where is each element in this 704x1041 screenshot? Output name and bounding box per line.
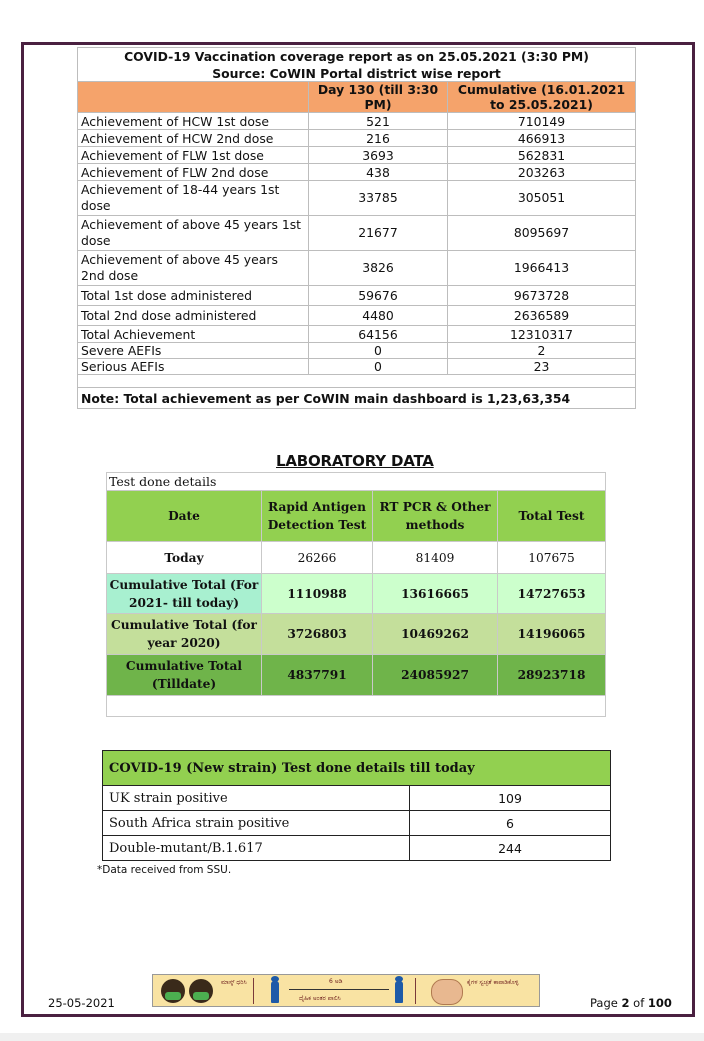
table-row — [78, 286, 636, 306]
page-prefix: Page — [590, 996, 618, 1010]
page-of: of — [633, 996, 645, 1010]
row-label: Total Achievement — [78, 326, 309, 343]
lab-caption: Test done details — [107, 473, 606, 491]
row-day: 33785 — [309, 181, 448, 216]
lab-header-total: Total Test — [498, 491, 606, 542]
row-rat: 1110988 — [262, 574, 373, 614]
lab-header-rtpcr: RT PCR & Other methods — [373, 491, 498, 542]
row-day: 21677 — [309, 216, 448, 251]
masked-face-icon — [161, 979, 185, 1003]
blank-row — [78, 375, 636, 388]
table-row — [107, 574, 606, 614]
table-row — [78, 113, 636, 130]
row-cum: 23 — [448, 359, 636, 375]
covid-appropriate-behaviour-banner — [152, 974, 540, 1007]
row-day: 0 — [309, 359, 448, 375]
lab-header-date: Date — [107, 491, 262, 542]
row-rat: 4837791 — [262, 655, 373, 696]
footer-date: 25-05-2021 — [48, 996, 115, 1010]
row-label: Cumulative Total (Tilldate) — [107, 655, 262, 696]
row-label: Achievement of HCW 1st dose — [78, 113, 309, 130]
vax-header-blank — [78, 82, 309, 113]
row-cum: 9673728 — [448, 286, 636, 306]
row-cum: 8095697 — [448, 216, 636, 251]
row-label: Serious AEFIs — [78, 359, 309, 375]
table-row — [78, 181, 636, 216]
row-cum: 710149 — [448, 113, 636, 130]
banner-divider — [415, 978, 416, 1004]
page-total: 100 — [647, 996, 672, 1010]
table-row — [78, 164, 636, 181]
row-value: 244 — [410, 836, 611, 861]
row-value: 6 — [410, 811, 611, 836]
row-rat: 26266 — [262, 542, 373, 574]
row-label: Double-mutant/B.1.617 — [103, 836, 410, 861]
vaccination-table — [77, 47, 636, 409]
blank-row — [107, 696, 606, 717]
row-label: Achievement of above 45 years 2nd dose — [78, 251, 309, 286]
strain-title: COVID-19 (New strain) Test done details till today — [103, 751, 611, 786]
row-cum: 562831 — [448, 147, 636, 164]
row-label: Achievement of 18-44 years 1st dose — [78, 181, 309, 216]
row-total: 14196065 — [498, 614, 606, 655]
row-total: 28923718 — [498, 655, 606, 696]
table-row — [107, 655, 606, 696]
row-rtpcr: 24085927 — [373, 655, 498, 696]
row-label: Achievement of FLW 1st dose — [78, 147, 309, 164]
table-row — [78, 343, 636, 359]
row-label: Achievement of above 45 years 1st dose — [78, 216, 309, 251]
row-rtpcr: 13616665 — [373, 574, 498, 614]
table-row — [78, 326, 636, 343]
row-label: Achievement of HCW 2nd dose — [78, 130, 309, 147]
table-row — [103, 811, 611, 836]
row-label: Severe AEFIs — [78, 343, 309, 359]
row-day: 521 — [309, 113, 448, 130]
row-day: 438 — [309, 164, 448, 181]
blank-cell — [107, 696, 606, 717]
row-label: Total 2nd dose administered — [78, 306, 309, 326]
table-row — [107, 542, 606, 574]
row-day: 216 — [309, 130, 448, 147]
blank-cell — [78, 375, 636, 388]
row-day: 4480 — [309, 306, 448, 326]
row-day: 64156 — [309, 326, 448, 343]
row-rtpcr: 10469262 — [373, 614, 498, 655]
row-day: 59676 — [309, 286, 448, 306]
table-row — [107, 614, 606, 655]
new-strain-table — [102, 750, 611, 861]
row-day: 3693 — [309, 147, 448, 164]
banner-divider — [253, 978, 254, 1004]
ssu-footnote: *Data received from SSU. — [97, 864, 232, 876]
table-row — [78, 130, 636, 147]
row-label: Today — [107, 542, 262, 574]
page-number — [590, 996, 672, 1010]
vaccination-title: COVID-19 Vaccination coverage report as on 25.05.2021 (3:30 PM) — [78, 48, 636, 66]
row-cum: 466913 — [448, 130, 636, 147]
row-cum: 12310317 — [448, 326, 636, 343]
banner-distance-value: 6 ಅಡಿ — [329, 978, 343, 985]
laboratory-table — [106, 472, 606, 717]
row-label: Cumulative Total (For 2021- till today) — [107, 574, 262, 614]
person-icon — [271, 981, 279, 1003]
table-row — [78, 359, 636, 375]
row-day: 3826 — [309, 251, 448, 286]
row-label: Achievement of FLW 2nd dose — [78, 164, 309, 181]
masked-face-icon — [189, 979, 213, 1003]
table-row — [78, 147, 636, 164]
dashboard-note: Note: Total achievement as per CoWIN main dashboard is 1,23,63,354 — [78, 388, 636, 409]
row-value: 109 — [410, 786, 611, 811]
table-row — [103, 786, 611, 811]
row-total: 14727653 — [498, 574, 606, 614]
person-icon — [395, 981, 403, 1003]
vax-header-cumulative: Cumulative (16.01.2021 to 25.05.2021) — [448, 82, 636, 113]
row-label: South Africa strain positive — [103, 811, 410, 836]
vax-header-day: Day 130 (till 3:30 PM) — [309, 82, 448, 113]
table-row — [78, 251, 636, 286]
hand-washing-icon — [431, 979, 463, 1005]
row-day: 0 — [309, 343, 448, 359]
row-rat: 3726803 — [262, 614, 373, 655]
row-cum: 1966413 — [448, 251, 636, 286]
banner-hygiene-text: ಕೈಗಳ ಸ್ವಚ್ಛತೆ ಕಾಪಾಡಿಕೊಳ್ಳಿ — [467, 979, 519, 986]
distance-arrow-icon — [289, 989, 389, 990]
row-label: Total 1st dose administered — [78, 286, 309, 306]
row-label: UK strain positive — [103, 786, 410, 811]
row-cum: 2 — [448, 343, 636, 359]
row-cum: 305051 — [448, 181, 636, 216]
table-row — [78, 306, 636, 326]
table-row — [78, 216, 636, 251]
top-bar — [0, 0, 704, 20]
table-row — [103, 836, 611, 861]
row-cum: 203263 — [448, 164, 636, 181]
row-label: Cumulative Total (for year 2020) — [107, 614, 262, 655]
row-cum: 2636589 — [448, 306, 636, 326]
lab-header-rat: Rapid Antigen Detection Test — [262, 491, 373, 542]
vaccination-source: Source: CoWIN Portal district wise report — [78, 65, 636, 82]
row-total: 107675 — [498, 542, 606, 574]
page-current: 2 — [621, 996, 630, 1010]
laboratory-heading: LABORATORY DATA — [276, 452, 434, 470]
banner-mask-text: ಮಾಸ್ಕ್ ಧರಿಸಿ — [221, 979, 247, 986]
banner-distance-text: ದೈಹಿಕ ಅಂತರ ಪಾಲಿಸಿ — [299, 995, 341, 1002]
row-rtpcr: 81409 — [373, 542, 498, 574]
